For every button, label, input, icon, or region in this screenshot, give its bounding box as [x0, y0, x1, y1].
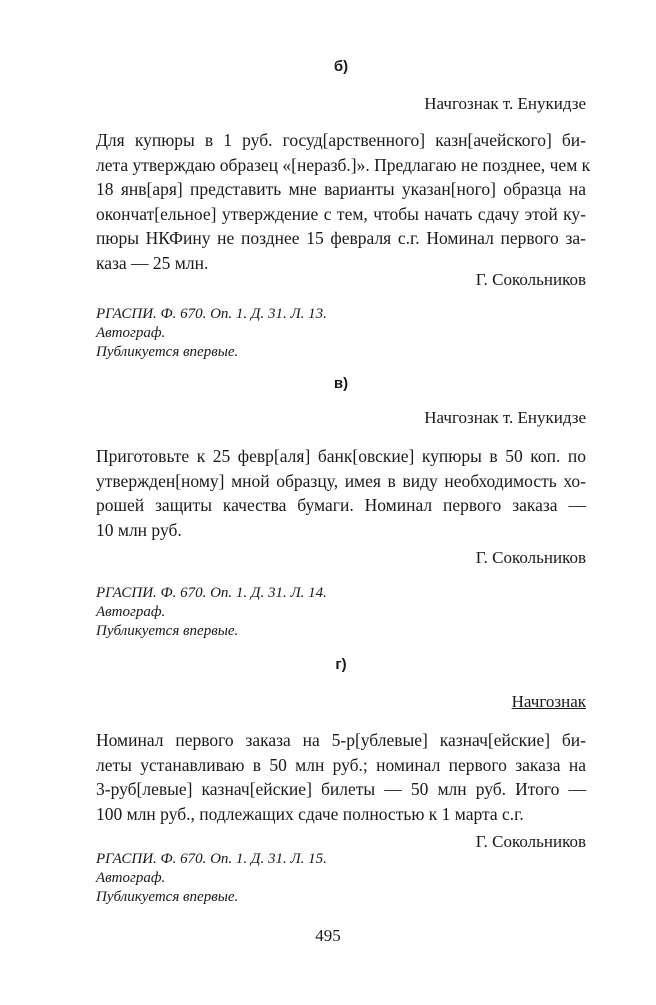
archive-reference: РГАСПИ. Ф. 670. Оп. 1. Д. 31. Л. 15. [96, 851, 327, 867]
archive-reference: РГАСПИ. Ф. 670. Оп. 1. Д. 31. Л. 14. [96, 585, 327, 601]
section-v-source [96, 584, 496, 641]
section-g-source [96, 850, 496, 907]
section-g-signature: Г. Сокольников [475, 832, 586, 851]
section-g-body [96, 728, 586, 826]
section-g-line: 100 млн руб., подлежащих сдаче полностью к 1 марта с.г. [96, 803, 524, 824]
section-b-source [96, 305, 496, 362]
page-number: 495 [315, 926, 341, 945]
section-b-signature: Г. Сокольников [475, 270, 586, 289]
archive-reference: РГАСПИ. Ф. 670. Оп. 1. Д. 31. Л. 13. [96, 306, 327, 322]
publication-note: Публикуется впервые. [96, 623, 239, 639]
section-v-line: утвержден[ному] мной образцу, имея в виду необходимость хо- [96, 470, 586, 491]
section-b-body [96, 128, 591, 275]
publication-note: Публикуется впервые. [96, 889, 239, 905]
section-v-line: Приготовьте к 25 февр[аля] банк[овские] купюры в 50 коп. по [96, 446, 586, 466]
section-b-line: пюры НКФину не позднее 15 февраля с.г. Номинал первого за- [96, 228, 586, 248]
section-v-line: рошей защиты качества бумаги. Номинал первого заказа — [96, 495, 586, 515]
autograph-note: Автограф. [96, 870, 166, 886]
publication-note: Публикуется впервые. [96, 344, 239, 360]
section-b-line: каза — 25 млн. [96, 252, 209, 273]
section-g-line: Номинал первого заказа на 5-р[ублевые] казнач[ейские] би- [96, 730, 586, 750]
section-b-line: Для купюры в 1 руб. госуд[арственного] казн[ачейского] би- [96, 130, 586, 150]
section-b-letter: б) [333, 58, 349, 75]
autograph-note: Автограф. [96, 325, 166, 341]
autograph-note: Автограф. [96, 604, 166, 620]
section-b-line: 18 янв[аря] представить мне варианты указан[ного] образца на [96, 179, 586, 199]
section-v-body [96, 444, 586, 542]
section-v-signature: Г. Сокольников [475, 548, 586, 567]
section-v-letter: в) [333, 375, 349, 392]
section-v-line: 10 млн руб. [96, 519, 182, 540]
section-b-line: лета утверждаю образец «[неразб.]». Предлагаю не позднее, чем к [96, 154, 591, 175]
section-g-line: леты устанавливаю в 50 млн руб.; номинал первого заказа на [96, 754, 586, 775]
section-g-letter: г) [335, 656, 347, 673]
section-b-line: окончат[ельное] утверждение с тем, чтобы начать сдачу этой ку- [96, 203, 586, 224]
section-v-addressee: Начгознак т. Енукидзе [424, 408, 586, 427]
section-g-addressee-text: Начгознак [511, 692, 586, 711]
section-g-line: 3-руб[левые] казнач[ейские] билеты — 50 млн руб. Итого — [96, 779, 586, 799]
section-b-addressee: Начгознак т. Енукидзе [424, 94, 586, 113]
section-g-addressee [96, 692, 586, 712]
